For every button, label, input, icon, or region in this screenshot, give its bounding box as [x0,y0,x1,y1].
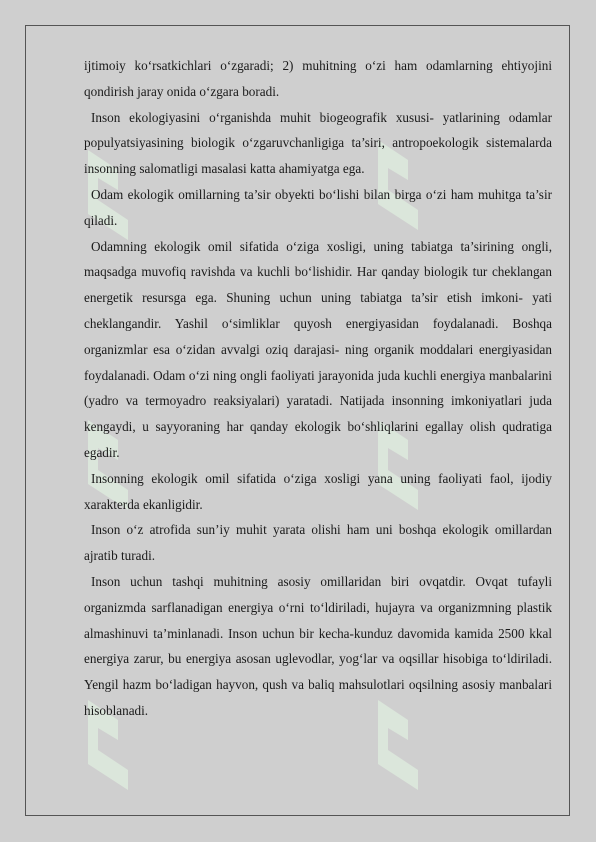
paragraph: Insonning ekologik omil sifatida o‘ziga xosligi yana uning faoliyati faol, ijodiy xarakterda ekanligidir. [84,470,552,512]
paragraph: Odamning ekologik omil sifatida o‘ziga xosligi, uning tabiatga ta’sirining ongli, maqsadga muvofiq ravishda va kuchli bo‘lishidir. Har qanday biologik tur cheklangan energetik resursga ega. Shuning uchun uning tabiatga ta’sir etish imkoni- yati cheklangandir. Yashil o‘simliklar quyosh energiyasidan foydalanadi. Boshqa organizmlar esa o‘zidan avvalgi oziq darajasi- ning organik moddalari energiyasidan foydalanadi. Odam o‘zi ning ongli faoliyati jarayonida juda kuchli energiya manbalarini (yadro va termoyadro reaksiyalari) yaratadi. Natijada insonning imkoniyatlari juda kengaydi, u sayyoraning har qanday ekologik bo‘shliqlarini egallay olish qudratiga egadir. [84,238,552,460]
paragraph: ijtimoiy ko‘rsatkichlari o‘zgaradi; 2) muhitning o‘zi ham odamlarning ehtiyojini qondirish jaray onida o‘zgara boradi. [84,58,552,99]
paragraph: Inson ekologiyasini o‘rganishda muhit biogeografik xususi- yatlarining odamlar populyatsiyasining biologik o‘zgaruvchanligiga ta’siri, antropoekologik sistemalarda insonning salomatligi masalasi katta ahamiyatga ega. [84,109,552,177]
paragraph: Odam ekologik omillarning ta’sir obyekti bo‘lishi bilan birga o‘zi ham muhitga ta’sir qiladi. [84,186,552,228]
paragraph: Inson uchun tashqi muhitning asosiy omillaridan biri ovqatdir. Ovqat tufayli organizmda sarflanadigan energiya o‘rni to‘ldiriladi, hujayra va organizmning plastik almashinuvi ta’minlanadi. Inson uchun bir kecha-kunduz davomida kamida 2500 kkal energiya zarur, bu energiya asosan uglevodlar, yog‘lar va oqsillar hisobiga to‘ldiriladi. Yengil hazm bo‘ladigan hayvon, qush va baliq mahsulotlari oqsilning asosiy manbalari hisoblanadi. [84,573,552,718]
body-text [84,53,552,724]
paragraph: Inson o‘z atrofida sun’iy muhit yarata olishi ham uni boshqa ekologik omillardan ajratib turadi. [84,522,552,564]
